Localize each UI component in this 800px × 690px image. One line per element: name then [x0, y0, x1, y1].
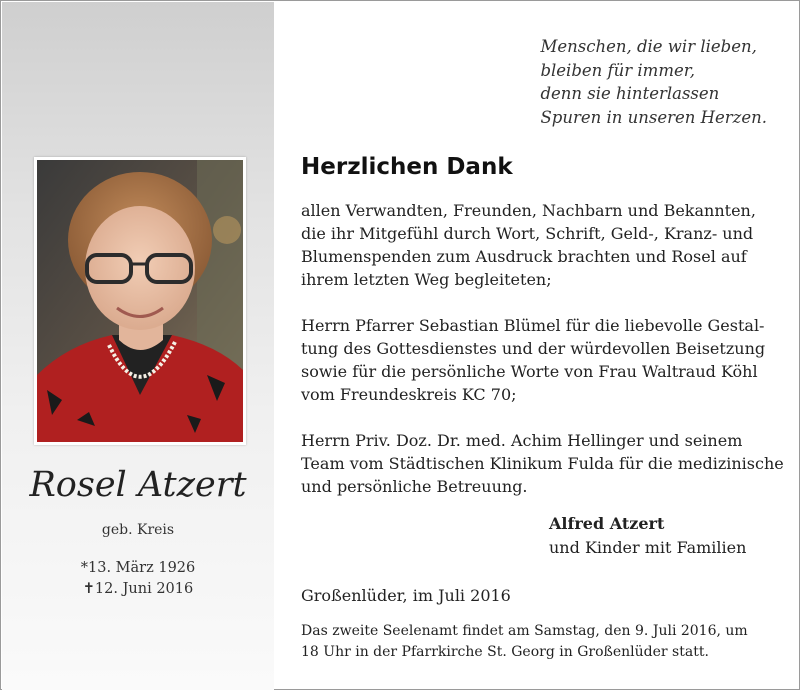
thanks-paragraph-pastor	[301, 314, 777, 406]
text-line: sowie für die persönliche Worte von Frau Waltraud Köhl	[301, 362, 758, 381]
text-line: vom Freundeskreis KC 70;	[301, 385, 517, 404]
text-line: und persönliche Betreuung.	[301, 477, 528, 496]
memorial-quote	[540, 35, 767, 129]
thanks-heading: Herzlichen Dank	[301, 154, 513, 180]
left-panel	[2, 2, 274, 690]
signature	[549, 512, 746, 560]
note-line: Das zweite Seelenamt findet am Samstag, den 9. Juli 2016, um	[301, 623, 748, 639]
portrait-frame	[34, 157, 246, 445]
place-date: Großenlüder, im Juli 2016	[301, 586, 511, 605]
text-line: die ihr Mitgefühl durch Wort, Schrift, Geld-, Kranz- und	[301, 224, 754, 243]
quote-line: denn sie hinterlassen	[540, 84, 720, 103]
signature-name: Alfred Atzert	[549, 514, 665, 533]
note-line: 18 Uhr in der Pfarrkirche St. Georg in Großenlüder statt.	[301, 644, 709, 660]
text-line: tung des Gottesdienstes und der würdevollen Beisetzung	[301, 339, 766, 358]
birth-date: *13. März 1926	[80, 560, 196, 576]
signature-family: und Kinder mit Familien	[549, 538, 747, 557]
quote-line: bleiben für immer,	[540, 60, 696, 80]
mass-note	[301, 621, 748, 663]
life-dates	[2, 558, 274, 600]
text-line: Herrn Pfarrer Sebastian Blümel für die liebevolle Gestal-	[301, 316, 765, 335]
deceased-name: Rosel Atzert	[29, 465, 247, 505]
born-name: geb. Kreis	[101, 522, 175, 538]
quote-line: Spuren in unseren Herzen.	[540, 107, 767, 127]
death-date: ✝12. Juni 2016	[82, 581, 194, 597]
text-line: allen Verwandten, Freunden, Nachbarn und Bekannten,	[301, 201, 756, 220]
text-line: ihrem letzten Weg begleiteten;	[301, 270, 552, 289]
text-line: Herrn Priv. Doz. Dr. med. Achim Hellinger und seinem	[301, 431, 743, 450]
portrait-photo	[37, 160, 243, 442]
quote-line: Menschen, die wir lieben,	[540, 37, 757, 56]
thanks-paragraph-doctor	[301, 429, 784, 498]
thanks-paragraph-relatives	[301, 199, 777, 291]
text-line: Team vom Städtischen Klinikum Fulda für die medizinische	[301, 454, 784, 473]
text-line: Blumenspenden zum Ausdruck brachten und Rosel auf	[301, 247, 747, 266]
